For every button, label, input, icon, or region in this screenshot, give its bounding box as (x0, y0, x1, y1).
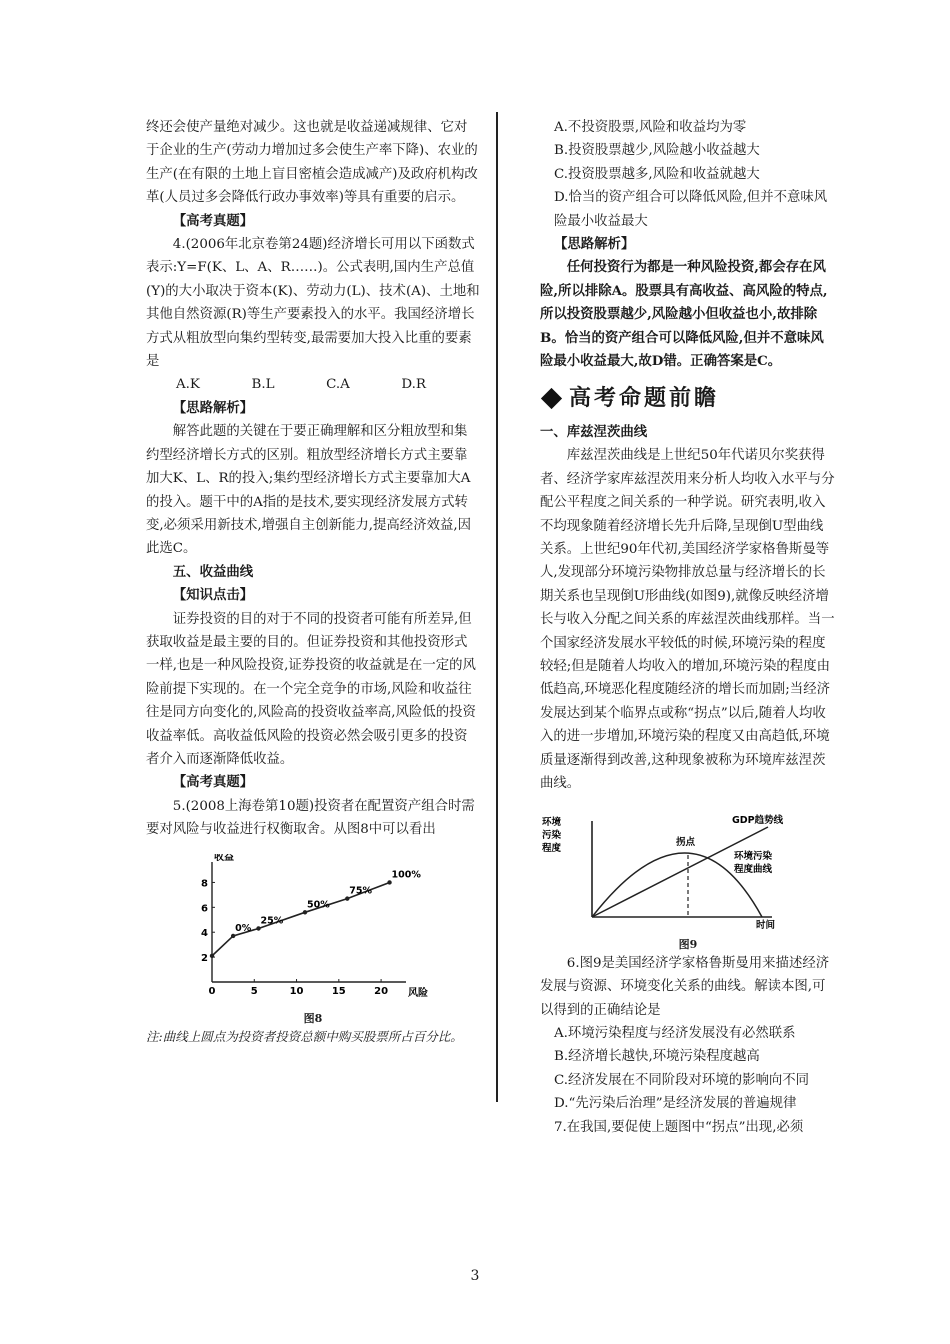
x-tick-label: 10 (289, 985, 304, 997)
question-6-option-b: B.经济增长越快,环境污染程度越高 (554, 1049, 760, 1065)
left-column (146, 116, 480, 1047)
y-tick-label: 4 (201, 927, 208, 939)
data-label: 0% (235, 922, 252, 934)
question-5-option-d: D.恰当的资产组合可以降低风险,但并不意味风险最小收益最大 (554, 190, 828, 229)
x-axis-label: 风险 (408, 987, 428, 999)
figure-9 (540, 807, 836, 951)
question-5-option-c: C.投资股票越多,风险和收益就越大 (554, 166, 760, 182)
data-label: 100% (391, 869, 421, 881)
figure-8-caption: 图8 (303, 1012, 323, 1025)
data-point (231, 933, 235, 937)
pollution-curve-label: 程度曲线 (734, 864, 773, 876)
x-tick-label: 15 (331, 985, 346, 997)
question-7: 7.在我国,要促使上题图中“拐点”出现,必须 (554, 1119, 804, 1135)
data-point (303, 910, 307, 914)
data-point (210, 953, 214, 957)
heading-exam-question: 【高考真题】 (172, 774, 254, 791)
question-4-options (146, 373, 426, 396)
section-title: 高考命题前瞻 (540, 387, 836, 410)
section-kuznets-curve: 一、库兹涅茨曲线 (540, 423, 648, 440)
answer-4: 解答此题的关键在于要正确理解和区分粗放型和集约型经济增长方式的区别。粗放型经济增长方式主要靠加大K、L、R的投入;集约型经济增长方式主要靠加大A的投入。题干中的A指的是技术,要实现经济发展方式转变,必须采用新技术,增强自主创新能力,提高经济效益,因此选C。 (146, 424, 472, 557)
kuznets-paragraph: 库兹涅茨曲线是上世纪50年代诺贝尔奖获得者、经济学家库兹涅茨用来分析人均收入水平与分配公平程度之间关系的一种学说。研究表明,收入不均现象随着经济增长先升后降,呈现倒U型曲线关系。上世纪90年代初,美国经济学家格鲁斯曼等人,发现部分环境污染物排放总量与经济增长的长期关系也呈现倒U形曲线(如图9),就像反映经济增长与收入分配之间关系的库兹涅茨曲线那样。当一个国家经济发展水平较低的时候,环境污染的程度较轻;但是随着人均收入的增加,环境污染的程度由低趋高,环境恶化程度随经济的增长而加剧;当经济发展达到某个临界点或称“拐点”以后,随着人均收入的进一步增加,环境污染的程度又由高趋低,环境质量逐渐得到改善,这种现象被称为环境库兹涅茨曲线。 (540, 448, 835, 791)
y-axis-label: 程度 (542, 843, 562, 855)
heading-knowledge: 【知识点击】 (172, 587, 254, 604)
y-axis-label: 污染 (542, 830, 562, 842)
y-axis-label: 环境 (542, 817, 562, 829)
data-label: 75% (349, 885, 373, 897)
figure-8-note: 注:曲线上圆点为投资者投资总额中购买股票所占百分比。 (146, 1029, 463, 1044)
turning-point-label: 拐点 (676, 837, 696, 849)
data-point (345, 896, 349, 900)
right-column (540, 116, 836, 1139)
data-label: 25% (260, 915, 284, 927)
heading-exam-question: 【高考真题】 (172, 212, 254, 229)
diamond-icon (541, 388, 562, 409)
question-5: 5.(2008上海卷第10题)投资者在配置资产组合时需要对风险与收益进行权衡取舍。从图8中可以看出 (146, 798, 475, 838)
figure-8 (146, 854, 480, 1026)
x-axis-label: 时间 (756, 920, 776, 930)
heading-analysis: 【思路解析】 (554, 236, 635, 253)
question-4: 4.(2006年北京卷第24题)经济增长可用以下函数式表示:Y=F(K、L、A、R……)。公式表明,国内生产总值(Y)的大小取决于资本(K)、劳动力(L)、技术(A)、土地和其他自然资源(R)等生产要素投入的水平。我国经济增长方式从粗放型向集约型转变,最需要加大投入比重的要素是 (146, 237, 480, 370)
question-5-option-a: A.不投资股票,风险和收益均为零 (554, 120, 747, 135)
question-6-option-d: D.“先污染后治理”是经济发展的普遍规律 (554, 1096, 797, 1112)
question-6: 6.图9是美国经济学家格鲁斯曼用来描述经济发展与资源、环境变化关系的曲线。解读本图,可以得到的正确结论是 (540, 955, 830, 1018)
x-tick-label: 5 (250, 985, 258, 997)
answer-5: 任何投资行为都是一种风险投资,都会存在风险,所以排除A。股票具有高收益、高风险的特点,所以投资股票越少,风险越小但收益也小,故排除B。恰当的资产组合可以降低风险,但并不意味风险最小收益最大,故D错。正确答案是C。 (540, 259, 828, 370)
option: B.L (251, 377, 275, 393)
option: D.R (401, 377, 426, 393)
question-6-option-a: A.环境污染程度与经济发展没有必然联系 (554, 1026, 796, 1041)
option: A.K (176, 377, 200, 393)
column-divider (496, 112, 498, 1102)
y-axis-label: 收益 (214, 853, 234, 863)
question-5-option-b: B.投资股票越少,风险越小收益越大 (554, 143, 760, 159)
data-point (387, 880, 391, 884)
figure-9-caption: 图9 (678, 937, 698, 951)
heading-analysis: 【思路解析】 (172, 399, 254, 416)
data-point (256, 926, 260, 930)
pollution-curve (592, 853, 762, 917)
section-income-curve: 五、收益曲线 (172, 563, 254, 580)
option: C.A (326, 377, 350, 393)
pollution-curve-label: 环境污染 (734, 851, 773, 863)
question-6-option-c: C.经济发展在不同阶段对环境的影响向不同 (554, 1072, 810, 1088)
page-number: 3 (470, 1268, 480, 1284)
data-label: 50% (307, 898, 330, 910)
y-tick-label: 6 (201, 902, 208, 914)
y-tick-label: 8 (201, 878, 208, 890)
gdp-line-label: GDP趋势线 (732, 815, 784, 827)
paragraph-diminishing-returns: 终还会使产量绝对减少。这也就是收益递减规律、它对于企业的生产(劳动力增加过多会使生产率下降)、农业的生产(在有限的土地上盲目密植会造成减产)及政府机构改革(人员过多会降低行政办事效率)等具有重要的启示。 (146, 120, 478, 206)
knowledge-paragraph: 证券投资的目的对于不同的投资者可能有所差异,但获取收益是最主要的目的。但证券投资和其他投资形式一样,也是一种风险投资,证券投资的收益就是在一定的风险前提下实现的。在一个完全竞争的市场,风险和收益往往是同方向变化的,风险高的投资收益率高,风险低的投资收益率低。高收益低风险的投资必然会吸引更多的投资者介入而逐渐降低收益。 (146, 611, 476, 767)
x-tick-label: 0 (208, 985, 216, 997)
x-tick-label: 20 (374, 985, 389, 997)
figure-9-chart (540, 807, 836, 929)
y-tick-label: 2 (201, 952, 208, 964)
figure-8-chart (146, 854, 480, 1004)
